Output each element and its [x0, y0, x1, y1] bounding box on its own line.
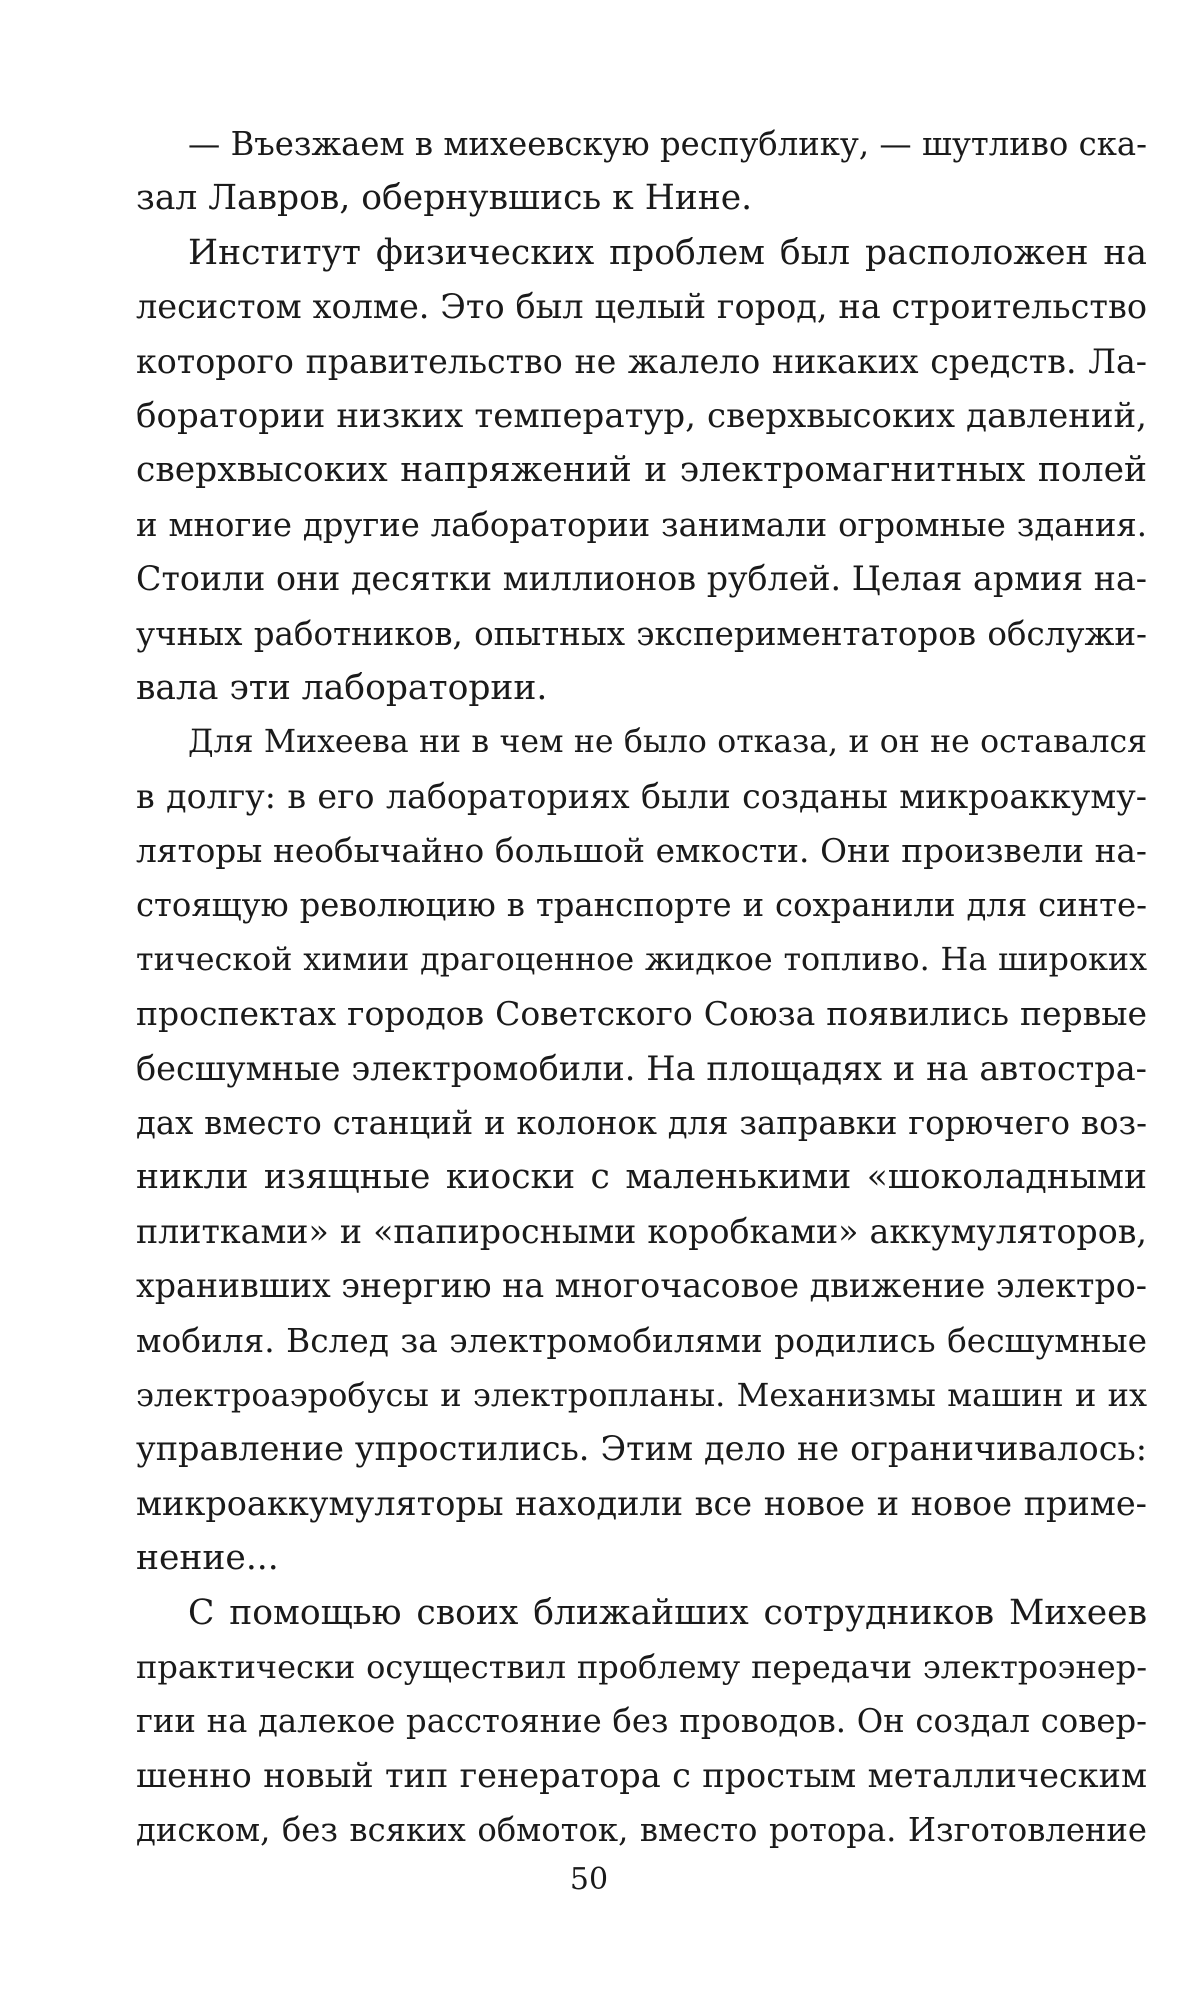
text-line: тической химии драгоценное жидкое топливо. На широких	[136, 941, 1147, 978]
text-line: диском, без всяких обмоток, вместо ротора. Изготовление	[136, 1811, 1147, 1850]
text-line: гии на далекое расстояние без проводов. Он создал совер-	[136, 1702, 1147, 1741]
text-line: лесистом холме. Это был целый город, на строительство	[136, 287, 1147, 327]
text-line: вала эти лаборатории.	[136, 667, 548, 708]
text-line: шенно новый тип генератора с простым металлическим	[136, 1755, 1147, 1795]
text-line: зал Лавров, обернувшись к Нине.	[136, 178, 753, 219]
text-column	[136, 117, 1147, 1858]
text-line: Стоили они десятки миллионов рублей. Целая армия на-	[136, 559, 1147, 599]
text-line: Институт физических проблем был расположен на	[188, 232, 1147, 273]
text-line: управление упростились. Этим дело не ограничивалось:	[136, 1429, 1147, 1469]
text-line: ляторы необычайно большой емкости. Они произвели на-	[136, 832, 1147, 871]
text-line: в долгу: в его лабораториях были созданы микроаккуму-	[136, 776, 1147, 816]
text-line: С помощью своих ближайших сотрудников Михеев	[188, 1592, 1147, 1633]
text-line: проспектах городов Советского Союза появились первые	[136, 994, 1147, 1034]
text-line: дах вместо станций и колонок для заправки горючего воз-	[136, 1104, 1147, 1143]
text-line: электроаэробусы и электропланы. Механизмы машин и их	[136, 1375, 1147, 1414]
text-line: которого правительство не жалело никаких средств. Ла-	[136, 341, 1147, 381]
text-line: хранивших энергию на многочасовое движение электро-	[136, 1266, 1147, 1306]
text-line: Для Михеева ни в чем не было отказа, и он не оставался	[188, 724, 1147, 761]
text-line: и многие другие лаборатории занимали огромные здания.	[136, 505, 1147, 544]
page-number: 50	[569, 1862, 609, 1897]
text-line: мобиля. Вслед за электромобилями родились бесшумные	[136, 1321, 1147, 1360]
text-line: практически осуществил проблему передачи электроэнер-	[136, 1647, 1147, 1686]
text-line: плитками» и «папиросными коробками» аккумуляторов,	[136, 1211, 1147, 1251]
text-line: учных работников, опытных экспериментаторов обслужи-	[136, 614, 1147, 653]
text-line: боратории низких температур, сверхвысоких давлений,	[136, 395, 1147, 436]
text-line: нение...	[136, 1538, 279, 1579]
text-line: стоящую революцию в транспорте и сохранили для синте-	[136, 886, 1147, 925]
text-line: сверхвысоких напряжений и электромагнитных полей	[136, 450, 1147, 491]
text-line: бесшумные электромобили. На площадях и на автостра-	[136, 1048, 1147, 1088]
text-line: никли изящные киоски с маленькими «шоколадными	[136, 1157, 1147, 1198]
text-line: — Въезжаем в михеевскую республику, — шутливо ска-	[188, 125, 1147, 163]
text-line: микроаккумуляторы находили все новое и новое приме-	[136, 1483, 1147, 1523]
